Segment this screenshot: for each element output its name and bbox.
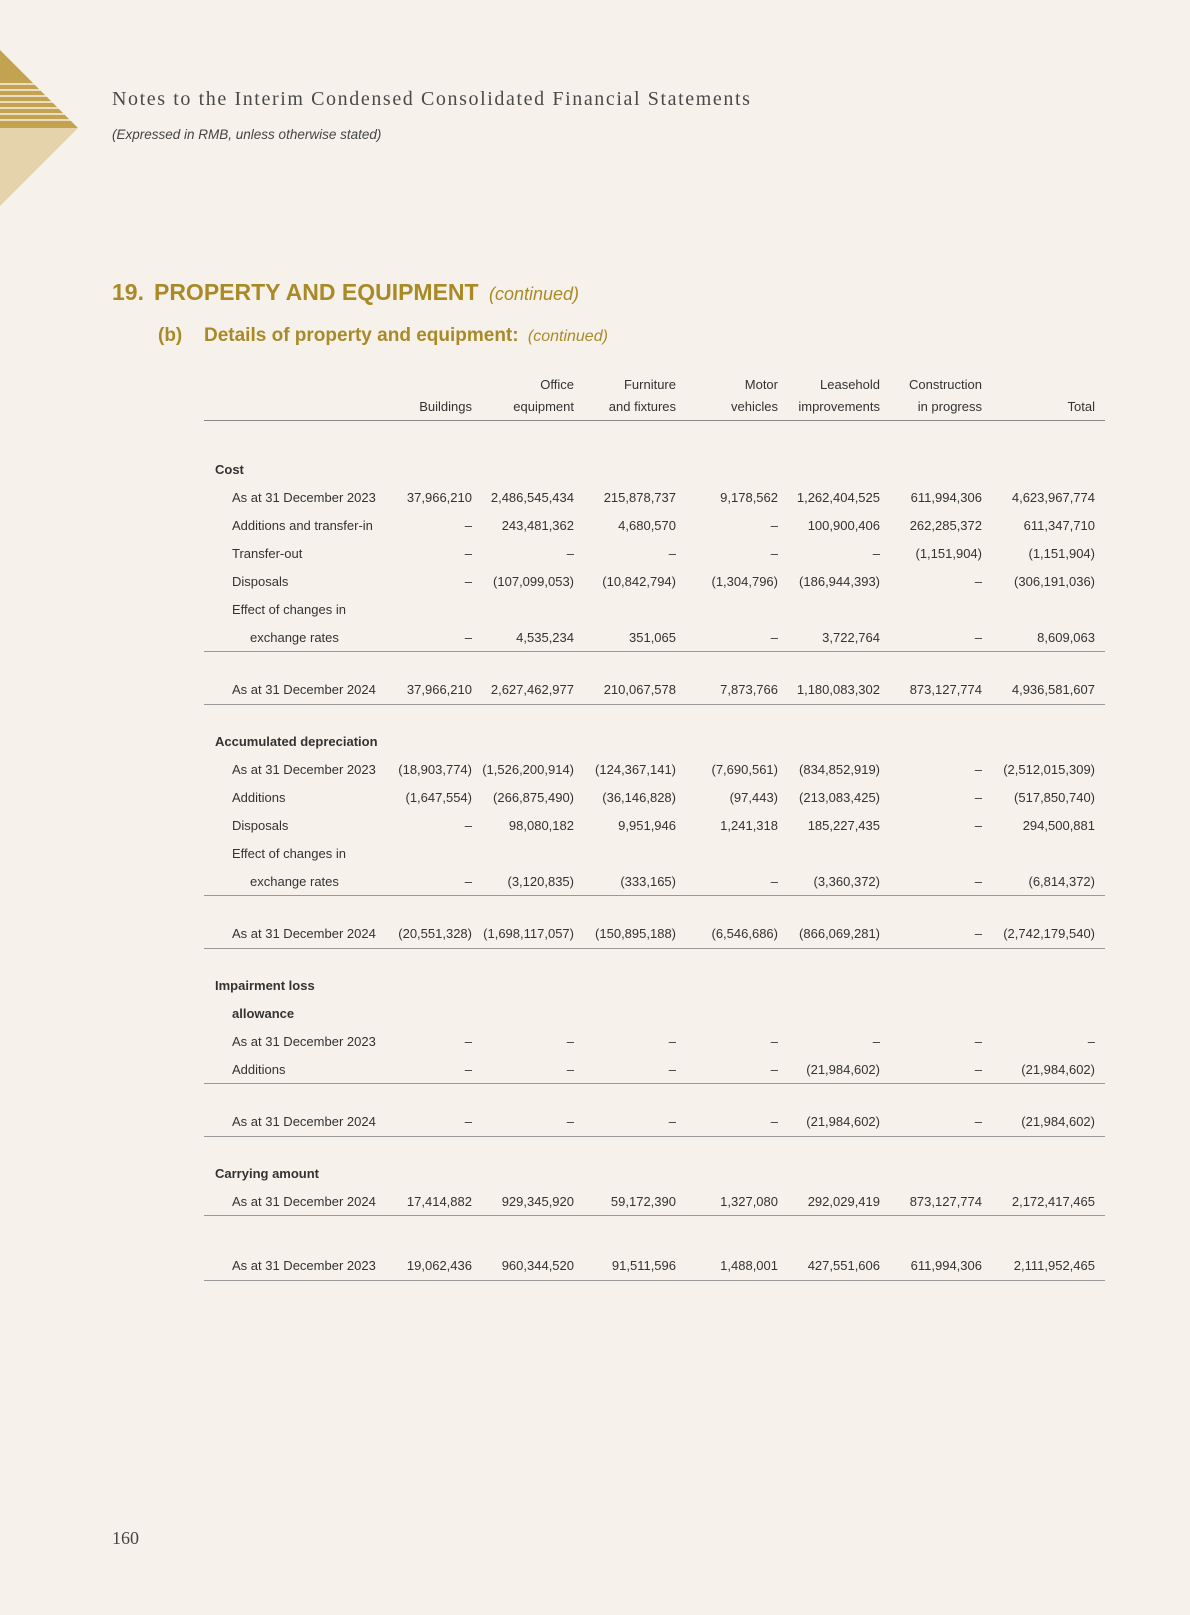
- cell: –: [1087, 1033, 1095, 1049]
- cell: (3,360,372): [788, 867, 890, 896]
- row-label: As at 31 December 2023: [232, 761, 376, 777]
- cell: (866,069,281): [788, 918, 890, 949]
- row-label: exchange rates: [204, 623, 382, 652]
- cell: (333,165): [584, 867, 686, 896]
- table-row: [204, 539, 1105, 567]
- table-row: [204, 1187, 1105, 1216]
- col-header: Furniture: [623, 377, 676, 392]
- cell: 7,873,766: [686, 674, 788, 705]
- page-header-subtitle: (Expressed in RMB, unless otherwise stated): [112, 127, 382, 142]
- table-row: [204, 511, 1105, 539]
- cell: –: [464, 1033, 472, 1049]
- cell: –: [974, 789, 982, 805]
- cell: 960,344,520: [482, 1250, 584, 1281]
- row-label: Effect of changes in: [232, 845, 346, 861]
- cell: 9,951,946: [618, 817, 676, 833]
- cell: –: [566, 1033, 574, 1049]
- cell: (18,903,774): [398, 761, 472, 777]
- cell: 37,966,210: [382, 674, 482, 705]
- cell: 351,065: [584, 623, 686, 652]
- col-header: Total: [992, 392, 1105, 421]
- col-header: Buildings: [382, 392, 482, 421]
- row-label: As at 31 December 2024: [204, 1187, 382, 1216]
- subsection-heading: [158, 325, 608, 347]
- cell: (834,852,919): [799, 761, 880, 777]
- impairment-heading: Impairment loss: [215, 977, 315, 993]
- cell: –: [668, 1033, 676, 1049]
- cell: (20,551,328): [382, 918, 482, 949]
- cell: –: [382, 623, 482, 652]
- row-label: Additions: [204, 1055, 382, 1084]
- row-label: Additions: [232, 789, 286, 805]
- cell: 4,936,581,607: [992, 674, 1105, 705]
- cell: –: [974, 761, 982, 777]
- cell: (1,304,796): [711, 573, 778, 589]
- cell: (213,083,425): [799, 789, 880, 805]
- cell: (1,698,117,057): [482, 918, 584, 949]
- cell: –: [464, 817, 472, 833]
- cell: 91,511,596: [584, 1250, 686, 1281]
- cell: –: [686, 867, 788, 896]
- cell: 873,127,774: [890, 1187, 992, 1216]
- section-title: PROPERTY AND EQUIPMENT: [153, 279, 479, 305]
- cell: (6,546,686): [686, 918, 788, 949]
- impairment-heading-cont: allowance: [232, 1005, 295, 1021]
- cell: 873,127,774: [890, 674, 992, 705]
- cell: –: [464, 545, 472, 561]
- property-equipment-table: [204, 366, 1105, 1281]
- row-label: As at 31 December 2024: [204, 674, 382, 705]
- cell: –: [770, 545, 778, 561]
- cell: (2,742,179,540): [992, 918, 1105, 949]
- table-row: [204, 867, 1105, 896]
- cell: (124,367,141): [595, 761, 676, 777]
- subsection-continued: (continued): [527, 328, 608, 345]
- cell: 2,486,545,434: [490, 489, 574, 505]
- table-row: [204, 567, 1105, 595]
- section-number: 19.: [112, 279, 144, 305]
- row-label: Transfer-out: [232, 545, 303, 561]
- cell: –: [872, 1033, 880, 1049]
- col-header: Construction: [909, 377, 982, 392]
- row-label: exchange rates: [204, 867, 382, 896]
- table-row: [204, 839, 1105, 867]
- cell: 100,900,406: [807, 517, 880, 533]
- cell: (21,984,602): [788, 1106, 890, 1137]
- row-label: As at 31 December 2024: [204, 1106, 382, 1137]
- table-row: [204, 483, 1105, 511]
- col-header: Leasehold: [820, 377, 880, 392]
- cell: –: [482, 1055, 584, 1084]
- subsection-label: (b): [158, 325, 183, 346]
- cell: 19,062,436: [382, 1250, 482, 1281]
- cell: (7,690,561): [711, 761, 778, 777]
- cell: 8,609,063: [992, 623, 1105, 652]
- cell: 1,180,083,302: [788, 674, 890, 705]
- cell: –: [890, 918, 992, 949]
- cell: 4,535,234: [482, 623, 584, 652]
- row-label: Additions and transfer-in: [232, 517, 373, 533]
- impairment-heading-row: [204, 971, 1105, 999]
- cell: 4,623,967,774: [1011, 489, 1095, 505]
- cell: 611,994,306: [890, 1250, 992, 1281]
- cell: –: [464, 573, 472, 589]
- cell: 17,414,882: [382, 1187, 482, 1216]
- cell: 262,285,372: [909, 517, 982, 533]
- cell: (3,120,835): [482, 867, 584, 896]
- cell: –: [974, 817, 982, 833]
- section-continued: (continued): [488, 284, 580, 304]
- cell: (306,191,036): [1014, 573, 1095, 589]
- cell: –: [584, 1106, 686, 1137]
- table-row: [204, 783, 1105, 811]
- cell: (2,512,015,309): [1003, 761, 1095, 777]
- row-label: Disposals: [232, 817, 289, 833]
- cell: –: [584, 1055, 686, 1084]
- table-row: [204, 1027, 1105, 1055]
- table-row: [204, 595, 1105, 623]
- cell: 215,878,737: [603, 489, 676, 505]
- col-header: Office: [540, 377, 574, 392]
- impairment-heading-row: [204, 999, 1105, 1027]
- cell: (21,984,602): [992, 1055, 1105, 1084]
- cell: (1,151,904): [915, 545, 982, 561]
- carrying-heading: Carrying amount: [215, 1165, 320, 1181]
- cell: (21,984,602): [788, 1055, 890, 1084]
- table-row: [204, 1055, 1105, 1084]
- cell: 1,241,318: [720, 817, 778, 833]
- row-label: Effect of changes in: [232, 601, 346, 617]
- cell: –: [382, 1055, 482, 1084]
- column-header-row-1: [204, 366, 1105, 392]
- cell: (1,647,554): [405, 789, 472, 805]
- row-label: As at 31 December 2023: [232, 1033, 376, 1049]
- cost-heading: Cost: [215, 461, 244, 477]
- row-label: As at 31 December 2023: [232, 489, 376, 505]
- column-header-row-2: [204, 392, 1105, 421]
- table-row: [204, 1106, 1105, 1137]
- cell: –: [890, 623, 992, 652]
- row-label: As at 31 December 2024: [204, 918, 382, 949]
- cell: –: [686, 1055, 788, 1084]
- depreciation-heading-row: [204, 727, 1105, 755]
- cell: (186,944,393): [799, 573, 880, 589]
- col-header: Motor: [744, 377, 778, 392]
- col-header: equipment: [482, 392, 584, 421]
- carrying-heading-row: [204, 1159, 1105, 1187]
- cell: (266,875,490): [493, 789, 574, 805]
- corner-ornament: [0, 50, 80, 210]
- cell: 2,627,462,977: [482, 674, 584, 705]
- cell: 185,227,435: [807, 817, 880, 833]
- col-header: vehicles: [686, 392, 788, 421]
- section-heading: [112, 279, 579, 306]
- cell: –: [382, 1106, 482, 1137]
- cell: 37,966,210: [406, 489, 472, 505]
- cell: –: [770, 1033, 778, 1049]
- cell: 292,029,419: [788, 1187, 890, 1216]
- cell: 59,172,390: [584, 1187, 686, 1216]
- cell: (10,842,794): [602, 573, 676, 589]
- cell: –: [872, 545, 880, 561]
- table-row: [204, 811, 1105, 839]
- cell: 2,172,417,465: [992, 1187, 1105, 1216]
- cell: –: [382, 867, 482, 896]
- cell: (97,443): [729, 789, 778, 805]
- cell: 1,327,080: [686, 1187, 788, 1216]
- cell: –: [890, 1055, 992, 1084]
- cell: –: [974, 573, 982, 589]
- page-number: 160: [112, 1528, 139, 1548]
- cell: 3,722,764: [788, 623, 890, 652]
- cell: –: [686, 1106, 788, 1137]
- cell: (150,895,188): [584, 918, 686, 949]
- cell: (21,984,602): [992, 1106, 1105, 1137]
- cell: 243,481,362: [501, 517, 574, 533]
- depreciation-heading: Accumulated depreciation: [215, 733, 378, 749]
- cell: 9,178,562: [720, 489, 778, 505]
- cell: –: [482, 1106, 584, 1137]
- cell: –: [770, 517, 778, 533]
- cell: –: [668, 545, 676, 561]
- cell: (107,099,053): [493, 573, 574, 589]
- col-header: [992, 366, 1105, 392]
- table-row: [204, 755, 1105, 783]
- cell: –: [566, 545, 574, 561]
- col-header: [382, 366, 482, 392]
- col-header: improvements: [788, 392, 890, 421]
- cell: –: [686, 623, 788, 652]
- page-header-title: Notes to the Interim Condensed Consolidated Financial Statements: [112, 88, 752, 110]
- cell: (6,814,372): [992, 867, 1105, 896]
- subsection-title: Details of property and equipment:: [204, 325, 519, 346]
- cell: (1,526,200,914): [482, 761, 574, 777]
- row-label: As at 31 December 2023: [204, 1250, 382, 1281]
- cell: 611,347,710: [1023, 517, 1095, 533]
- cell: 2,111,952,465: [992, 1250, 1105, 1281]
- table-row: [204, 918, 1105, 949]
- col-header: in progress: [890, 392, 992, 421]
- cell: 929,345,920: [482, 1187, 584, 1216]
- row-label: Disposals: [232, 573, 289, 589]
- table-row: [204, 623, 1105, 652]
- cell: –: [890, 867, 992, 896]
- cell: 210,067,578: [584, 674, 686, 705]
- cell: 294,500,881: [1022, 817, 1095, 833]
- cell: –: [974, 1033, 982, 1049]
- cell: –: [464, 517, 472, 533]
- cell: –: [890, 1106, 992, 1137]
- cell: (517,850,740): [1014, 789, 1095, 805]
- cost-heading-row: [204, 455, 1105, 483]
- cell: (36,146,828): [602, 789, 676, 805]
- cell: (1,151,904): [1028, 545, 1095, 561]
- col-header: and fixtures: [584, 392, 686, 421]
- cell: 1,262,404,525: [796, 489, 880, 505]
- cell: 4,680,570: [618, 517, 676, 533]
- cell: 1,488,001: [686, 1250, 788, 1281]
- cell: 611,994,306: [910, 489, 982, 505]
- table-row: [204, 674, 1105, 705]
- cell: 427,551,606: [788, 1250, 890, 1281]
- table-row: [204, 1250, 1105, 1281]
- cell: 98,080,182: [508, 817, 574, 833]
